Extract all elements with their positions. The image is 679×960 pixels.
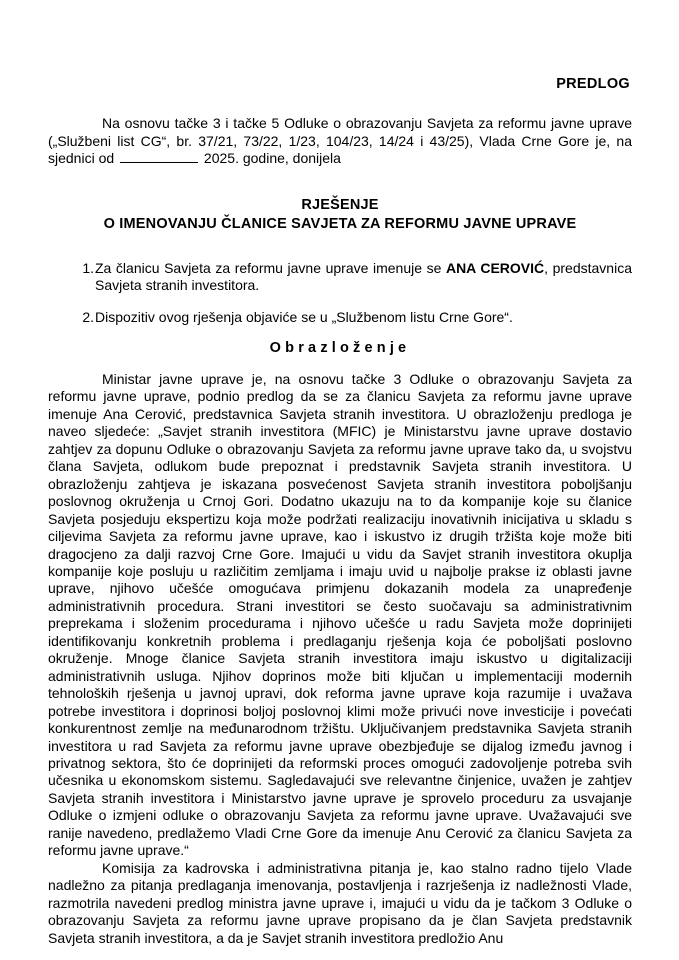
list-item: [48, 309, 632, 327]
explanation-paragraph: Ministar javne uprave je, na osnovu tačke 3 Odluke o obrazovanju Savjeta za reformu javne uprave, podnio predlog da se za članicu Savjeta za reformu javne uprave imenuje Ana Cerović, predstavnica Savjeta stranih investitora. U obrazloženju predloga je naveo sljedeće: „Savjet stranih investitora (MFIC) je Ministarstvu javne uprave dostavio zahtjev za dopunu Odluke o obrazovanju Savjeta za reformu javne uprave tako da, u svojstvu člana Savjeta, odlukom bude prepoznat i predstavnik Savjeta stranih investitora. U obrazloženju zahtjeva je iskazana posvećenost Savjeta stranih investitora poboljšanju poslovnog okruženja u Crnoj Gori. Dodatno ukazuju na to da kompanije koje su članice Savjeta posjeduju ekspertizu koja može podržati realizaciju inovativnih inicijativa u skladu s ciljevima Savjeta za reformu javne uprave, kao i iskustvo iz drugih tržišta koje može biti dragocjeno za dalji razvoj Crne Gore. Imajući u vidu da Savjet stranih investitora okuplja kompanije koje posluju u različitim zemljama i imaju uvid u najbolje prakse iz oblasti javne uprave, njihovo učešće omogućava primjenu dokazanih modela za unapređenje administrativnih procedura. Strani investitori se često suočavaju sa administrativnim preprekama i složenim procedurama i njihovo učešće u radu Savjeta može doprinijeti identifikovanju konkretnih problema i predlaganju rješenja koja će poboljšati poslovno okruženje. Mnoge članice Savjeta stranih investitora imaju iskustvo u digitalizaciji administrativnih usluga. Njihov doprinos može biti ključan u implementaciji modernih tehnoloških rješenja u javnoj upravi, dok reforma javne uprave koja razumije i uvažava potrebe investitora i doprinosi boljoj poslovnoj klimi može privući nove investicije i povećati konkurentnost zemlje na međunarodnom tržištu. Uključivanjem predstavnika Savjeta stranih investitora u rad Savjeta za reformu javne uprave obezbjeđuje se dijalog između javnog i privatnog sektora, što će doprinijeti da reformski proces omogući zadovoljenje potreba svih učesnika u ekonomskom sistemu. Sagledavajući sve relevantne činjenice, uvažen je zahtjev Savjeta stranih investitora i Ministarstvo javne uprave je sprovelo proceduru za usvajanje Odluke o izmjeni odluke o obrazovanju Savjeta za reformu javne uprave. Uvažavajući sve ranije navedeno, predlažemo Vladi Crne Gore da imenuje Anu Cerović za članicu Savjeta za reformu javne uprave.“: [48, 371, 632, 859]
explanation-heading: Obrazloženje: [269, 340, 411, 356]
list-item-number: 1.: [82, 259, 94, 276]
list-item: [48, 260, 632, 295]
appointee-name: ANA CEROVIĆ: [445, 259, 545, 276]
intro-text-part-1: Na osnovu tačke 3 i tačke 5 Odluke o obrazovanju Savjeta za reformu javne uprave („Službeni list CG“, br. 37/21, 73/22, 1/23, 104/23, 14/24 i 43/25), Vlada Crne Gore je, na sjednici od: [48, 115, 632, 166]
document-title-line-1: RJEŠENJE: [301, 196, 379, 213]
document-title-line-2: O IMENOVANJU ČLANICE SAVJETA ZA REFORMU JAVNE UPRAVE: [103, 215, 577, 232]
explanation-paragraph: Komisija za kadrovska i administrativna pitanja je, kao stalno radno tijelo Vlade nadležno za pitanja predlaganja imenovanja, postavljenja i razrješenja iz nadležnosti Vlade, razmotrila navedeni predlog ministra javne uprave i, imajući u vidu da je tačkom 3 Odluke o obrazovanju Savjeta za reformu javne uprave propisano da je član Savjeta predstavnik Savjeta stranih investitora, a da je Savjet stranih investitora predložio Anu: [48, 859, 632, 946]
dispositive-points-list: [48, 260, 632, 327]
intro-paragraph: [48, 115, 632, 168]
intro-text-part-2: 2025. godine, donijela: [200, 150, 341, 166]
document-title: [48, 196, 632, 234]
list-item-number: 2.: [82, 308, 94, 325]
explanation-body: [48, 371, 632, 947]
list-item-text-before: Za članicu Savjeta za reformu javne uprave imenuje se: [95, 259, 446, 276]
date-blank-field[interactable]: [120, 151, 198, 163]
document-header-label: PREDLOG: [556, 76, 630, 92]
list-item-text-after: , predstavnica Savjeta stranih investitora.: [95, 259, 632, 293]
list-item-text-before: Dispozitiv ovog rješenja objaviće se u „Službenom listu Crne Gore“.: [95, 308, 513, 325]
